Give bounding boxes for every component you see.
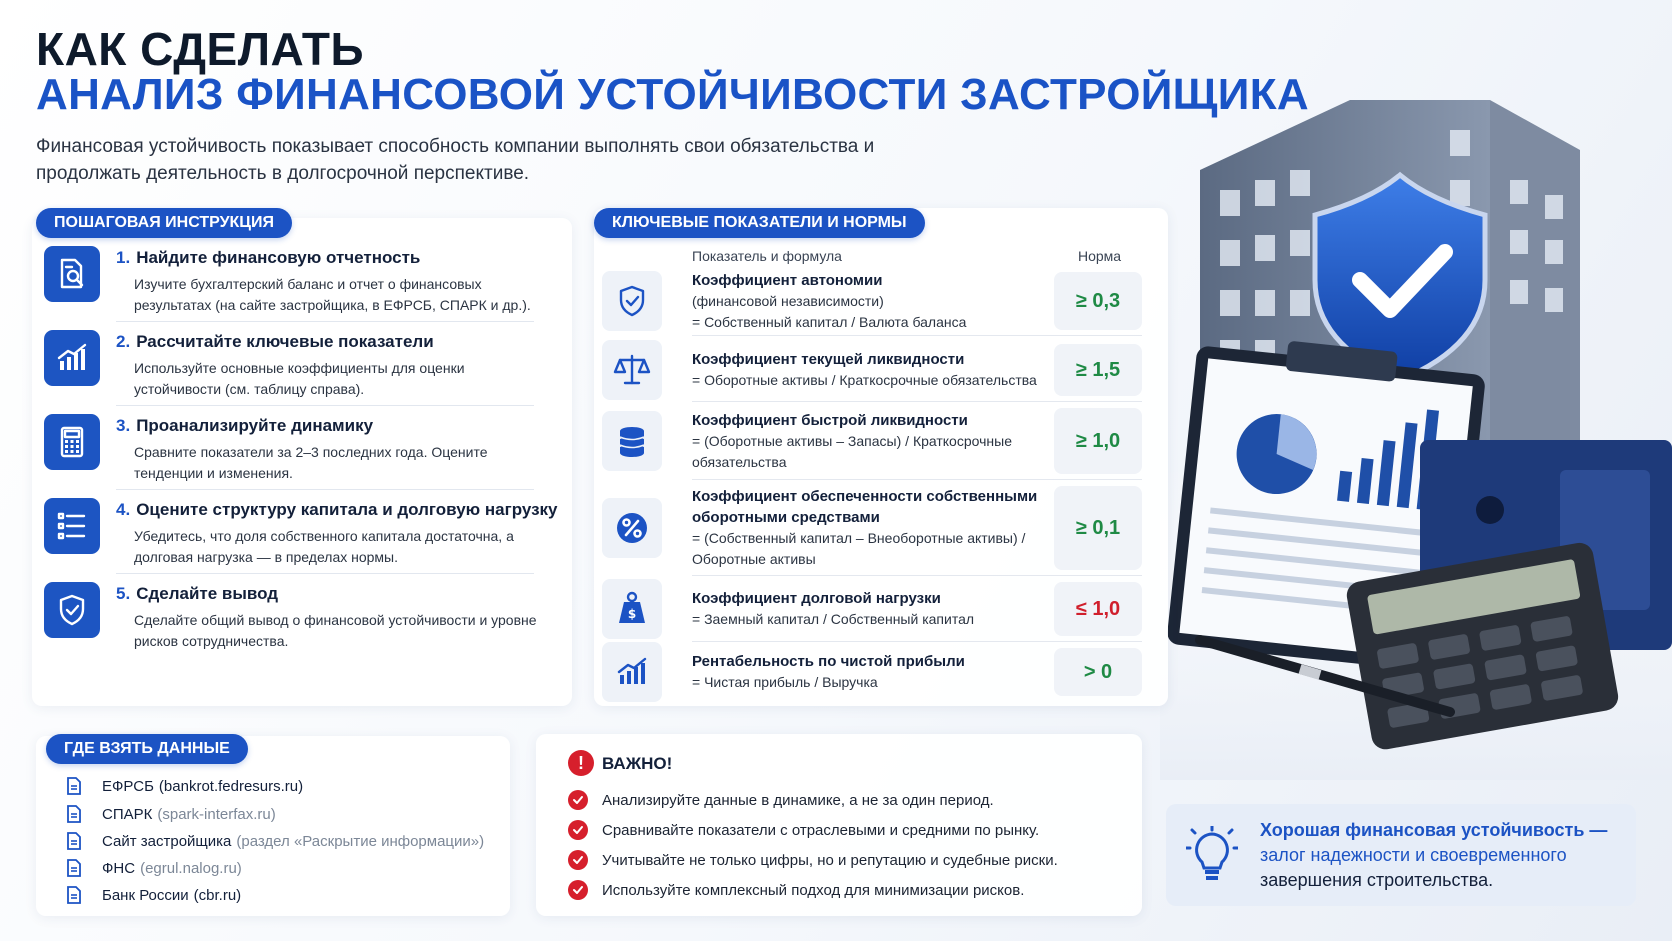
coins-icon (602, 411, 662, 471)
check-icon (568, 880, 588, 900)
conclusion-line1: Хорошая финансовая устойчивость — (1260, 820, 1608, 840)
indicator-name: Коэффициент текущей ликвидности (692, 351, 965, 368)
important-text: Используйте комплексный подход для минимизации рисков. (602, 881, 1025, 899)
calculator-icon (44, 414, 100, 470)
check-icon (568, 790, 588, 810)
indicator-formula: = (Оборотные активы – Запасы) / Краткосрочные обязательства (692, 432, 1012, 470)
important-item (568, 850, 1058, 870)
indicators-col-norm: Норма (1078, 248, 1122, 264)
indicators-heading: КЛЮЧЕВЫЕ ПОКАЗАТЕЛИ И НОРМЫ (594, 208, 925, 238)
indicator-text (692, 486, 1072, 570)
source-name: ФНС (102, 859, 136, 877)
divider (692, 641, 1142, 642)
indicator-norm: ≥ 1,0 (1054, 408, 1142, 474)
conclusion-line2: залог надежности и своевременного (1260, 845, 1567, 865)
document-icon (64, 885, 84, 905)
divider (116, 321, 534, 322)
percent-icon (602, 498, 662, 558)
indicator-formula: = Оборотные активы / Краткосрочные обязательства (692, 372, 1037, 388)
step-item (44, 246, 534, 313)
indicator-text (692, 270, 1072, 333)
indicator-row (602, 268, 1142, 334)
indicator-text (692, 651, 1072, 693)
indicator-text (692, 349, 1072, 391)
source-name: Сайт застройщика (102, 832, 232, 850)
step-number: 2. (116, 332, 131, 351)
divider (116, 489, 534, 490)
indicator-name: Коэффициент быстрой ликвидности (692, 411, 968, 429)
step-title-text: Сделайте вывод (136, 584, 279, 603)
indicator-norm: ≤ 1,0 (1054, 582, 1142, 636)
source-name: СПАРК (102, 805, 153, 823)
step-description: Изучите бухгалтерский баланс и отчет о финансовых результатах (на сайте застройщика, в ЕФРСБ, СПАРК и др.). (134, 276, 531, 313)
step-item (44, 414, 534, 481)
checklist-icon (44, 498, 100, 554)
important-text: Анализируйте данные в динамике, а не за один период. (602, 791, 994, 809)
scales-icon (602, 340, 662, 400)
page-title-line2: АНАЛИЗ ФИНАНСОВОЙ УСТОЙЧИВОСТИ ЗАСТРОЙЩИКА (36, 70, 1309, 119)
chart-growth-icon (44, 330, 100, 386)
document-search-icon (44, 246, 100, 302)
lightbulb-icon (1186, 826, 1238, 884)
step-item (44, 330, 534, 397)
source-item (64, 776, 303, 796)
document-icon (64, 831, 84, 851)
step-description: Используйте основные коэффициенты для оценки устойчивости (см. таблицу справа). (134, 360, 465, 397)
building-illustration (1160, 40, 1672, 780)
source-name: ЕФРСБ (102, 777, 154, 795)
step-number: 3. (116, 416, 131, 435)
indicator-formula: = Заемный капитал / Собственный капитал (692, 611, 975, 627)
indicator-formula: = (Собственный капитал – Внеоборотные активы) / Оборотные активы (692, 530, 1026, 567)
indicator-row (602, 482, 1142, 574)
important-item (568, 790, 994, 810)
step-title-text: Найдите финансовую отчетность (136, 248, 421, 267)
weight-icon (602, 579, 662, 639)
important-text: Учитывайте не только цифры, но и репутацию и судебные риски. (602, 851, 1058, 869)
check-icon (568, 820, 588, 840)
indicator-norm: ≥ 0,3 (1054, 272, 1142, 330)
source-item (64, 831, 484, 851)
alert-icon: ! (568, 750, 594, 776)
source-item (64, 804, 276, 824)
step-title (116, 500, 558, 520)
divider (692, 479, 1142, 480)
source-item (64, 885, 241, 905)
document-icon (64, 858, 84, 878)
indicator-row (602, 404, 1142, 478)
step-number: 1. (116, 248, 131, 267)
step-description: Убедитесь, что доля собственного капитала достаточна, а долговая нагрузка — в пределах нормы. (134, 528, 514, 565)
important-item (568, 880, 1024, 900)
indicator-row (602, 644, 1142, 700)
step-description: Сделайте общий вывод о финансовой устойчивости и уровне рисков сотрудничества. (134, 612, 537, 649)
document-icon (64, 804, 84, 824)
indicator-text (692, 410, 1072, 473)
divider (116, 405, 534, 406)
indicator-row (602, 340, 1142, 400)
sources-heading: ГДЕ ВЗЯТЬ ДАННЫЕ (46, 734, 248, 764)
document-icon (64, 776, 84, 796)
step-title-text: Проанализируйте динамику (136, 416, 374, 435)
divider (692, 335, 1142, 336)
step-number: 4. (116, 500, 131, 519)
indicator-formula: = Чистая прибыль / Выручка (692, 674, 878, 690)
page-subtitle: Финансовая устойчивость показывает способность компании выполнять свои обязательства и продолжать деятельность в долгосрочной перспективе. (36, 136, 875, 184)
check-icon (568, 850, 588, 870)
source-item (64, 858, 242, 878)
shield-check-icon (44, 582, 100, 638)
indicators-col-formula: Показатель и формула (692, 248, 842, 264)
page-title-line1: КАК СДЕЛАТЬ (36, 23, 365, 75)
source-link[interactable]: (cbr.ru) (193, 886, 242, 904)
indicator-name: Коэффициент автономии (692, 271, 883, 289)
indicator-norm: ≥ 0,1 (1054, 486, 1142, 570)
divider (692, 401, 1142, 402)
indicator-formula: = Собственный капитал / Валюта баланса (692, 313, 967, 330)
svg-text:$: $ (627, 607, 637, 621)
chart-growth-icon (602, 642, 662, 702)
conclusion-text (1260, 818, 1607, 893)
indicator-name: Рентабельность по чистой прибыли (692, 653, 965, 670)
indicator-text (692, 588, 1072, 630)
indicator-name: Коэффициент долговой нагрузки (692, 590, 941, 607)
step-item (44, 582, 537, 649)
step-title (116, 332, 434, 352)
indicator-row (602, 578, 1142, 640)
steps-heading: ПОШАГОВАЯ ИНСТРУКЦИЯ (36, 208, 292, 238)
step-item (44, 498, 558, 565)
source-link[interactable]: (spark-interfax.ru) (157, 805, 276, 823)
source-link[interactable]: (раздел «Раскрытие информации») (236, 832, 485, 850)
source-link[interactable]: (egrul.nalog.ru) (140, 859, 242, 877)
step-description: Сравните показатели за 2–3 последних года. Оцените тенденции и изменения. (134, 444, 488, 481)
important-heading: ВАЖНО! (602, 754, 673, 773)
step-title-text: Рассчитайте ключевые показатели (136, 332, 434, 351)
divider (692, 575, 1142, 576)
step-title-text: Оцените структуру капитала и долговую нагрузку (136, 500, 558, 519)
indicator-subname: (финансовой независимости) (692, 292, 884, 309)
step-title (116, 584, 278, 604)
step-number: 5. (116, 584, 131, 603)
step-title (116, 248, 420, 268)
indicator-name: Коэффициент обеспеченности собственными оборотными средствами (692, 488, 1038, 526)
conclusion-line3: завершения строительства. (1260, 870, 1494, 890)
source-name: Банк России (102, 886, 189, 904)
important-text: Сравнивайте показатели с отраслевыми и средними по рынку. (602, 821, 1040, 839)
source-link[interactable]: (bankrot.fedresurs.ru) (158, 777, 304, 795)
indicator-norm: ≥ 1,5 (1054, 344, 1142, 396)
divider (116, 573, 534, 574)
step-title (116, 416, 373, 436)
indicator-norm: > 0 (1054, 648, 1142, 696)
important-item (568, 820, 1039, 840)
shield-check-icon (602, 271, 662, 331)
